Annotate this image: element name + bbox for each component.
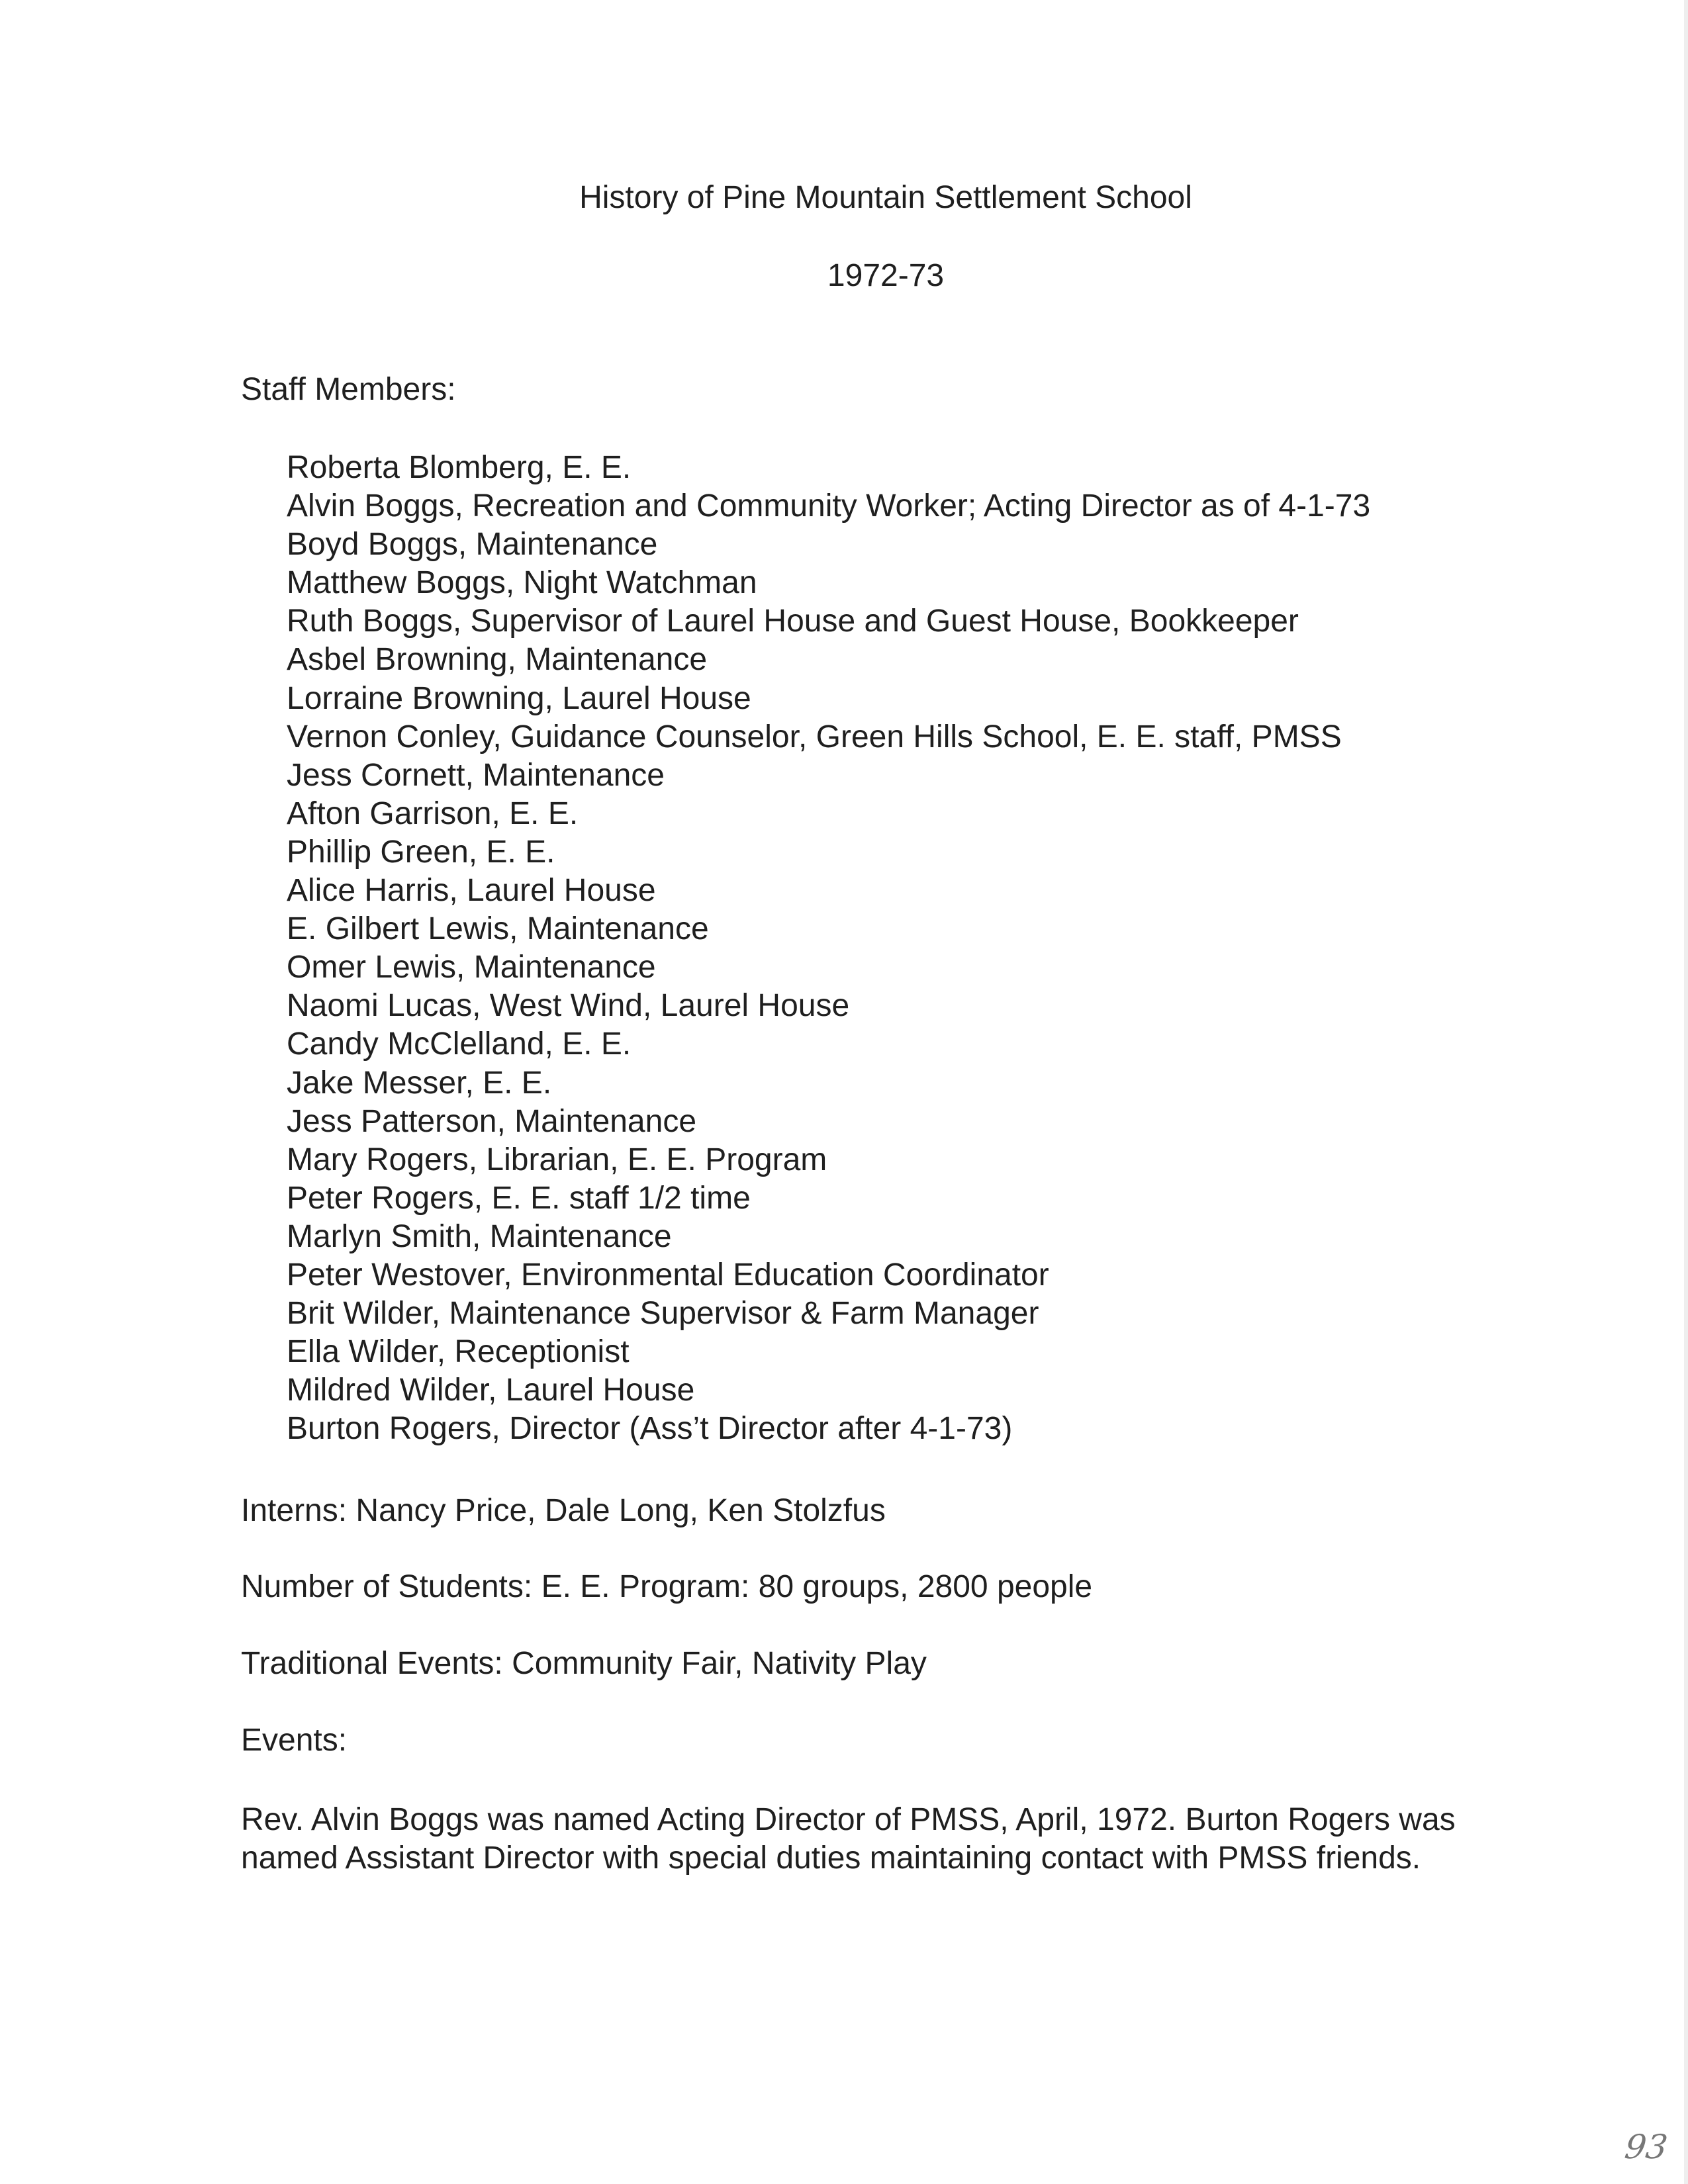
staff-member: Alice Harris, Laurel House — [287, 873, 656, 909]
year-heading: 1972-73 — [827, 258, 945, 293]
staff-member: Burton Rogers, Director (Ass’t Director after 4-1-73) — [287, 1411, 1013, 1447]
scan-edge — [1684, 0, 1688, 2184]
staff-member: Lorraine Browning, Laurel House — [287, 680, 751, 716]
staff-member: Roberta Blomberg, E. E. — [287, 450, 632, 485]
staff-member: Mildred Wilder, Laurel House — [287, 1373, 695, 1408]
staff-member: E. Gilbert Lewis, Maintenance — [287, 911, 709, 947]
staff-member: Marlyn Smith, Maintenance — [287, 1218, 672, 1254]
staff-member: Jess Patterson, Maintenance — [287, 1103, 697, 1139]
staff-member: Omer Lewis, Maintenance — [287, 950, 656, 985]
staff-member: Matthew Boggs, Night Watchman — [287, 565, 757, 601]
page-title: History of Pine Mountain Settlement School — [579, 180, 1192, 215]
interns-line: Interns: Nancy Price, Dale Long, Ken Stolzfus — [241, 1493, 886, 1528]
staff-member: Candy McClelland, E. E. — [287, 1026, 632, 1062]
staff-member: Mary Rogers, Librarian, E. E. Program — [287, 1142, 827, 1177]
staff-member: Naomi Lucas, West Wind, Laurel House — [287, 988, 850, 1024]
staff-member: Phillip Green, E. E. — [287, 834, 555, 870]
staff-member: Peter Westover, Environmental Education Coordinator — [287, 1257, 1049, 1293]
traditional-events-line: Traditional Events: Community Fair, Nativity Play — [241, 1646, 927, 1681]
staff-member: Afton Garrison, E. E. — [287, 796, 579, 831]
staff-member: Jake Messer, E. E. — [287, 1065, 552, 1101]
staff-member: Ruth Boggs, Supervisor of Laurel House and Guest House, Bookkeeper — [287, 604, 1299, 639]
staff-list — [287, 449, 1370, 1448]
events-paragraph: Rev. Alvin Boggs was named Acting Director of PMSS, April, 1972. Burton Rogers was named Assistant Director with special duties maintaining contact with PMSS friends. — [241, 1802, 1456, 1876]
handwritten-page-number: 93 — [1622, 2128, 1670, 2166]
staff-member: Jess Cornett, Maintenance — [287, 757, 665, 793]
staff-member: Vernon Conley, Guidance Counselor, Green Hills School, E. E. staff, PMSS — [287, 719, 1342, 754]
students-line: Number of Students: E. E. Program: 80 groups, 2800 people — [241, 1569, 1093, 1604]
staff-member: Ella Wilder, Receptionist — [287, 1334, 630, 1370]
staff-member: Alvin Boggs, Recreation and Community Worker; Acting Director as of 4-1-73 — [287, 488, 1371, 524]
staff-heading: Staff Members: — [241, 372, 456, 407]
events-heading: Events: — [241, 1723, 348, 1758]
staff-member: Asbel Browning, Maintenance — [287, 642, 708, 678]
staff-member: Brit Wilder, Maintenance Supervisor & Farm Manager — [287, 1296, 1039, 1332]
staff-member: Peter Rogers, E. E. staff 1/2 time — [287, 1180, 751, 1216]
staff-member: Boyd Boggs, Maintenance — [287, 527, 658, 563]
